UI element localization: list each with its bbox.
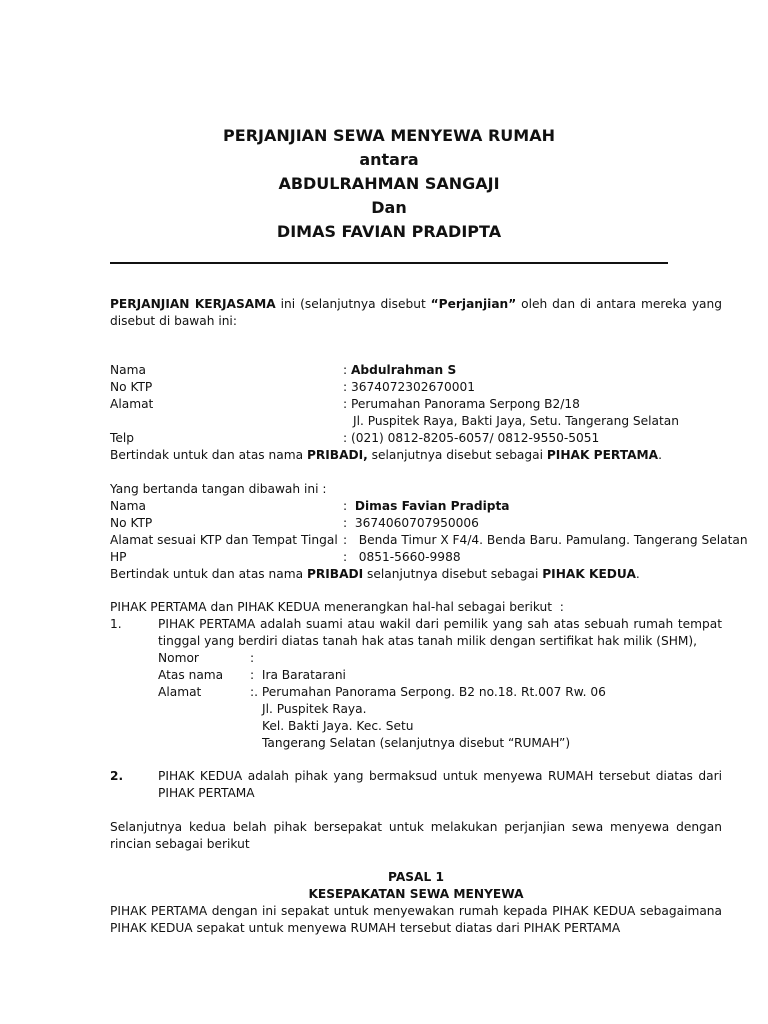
party2-address-value: : Benda Timur X F4/4. Benda Baru. Pamulang. Tangerang Selatan	[343, 533, 748, 547]
party2-acting-text-1: Bertindak untuk dan atas nama	[110, 567, 307, 581]
intro-bold-lead: PERJANJIAN KERJASAMA	[110, 297, 276, 311]
intro-quoted: “Perjanjian”	[430, 297, 517, 311]
party2-ktp-label: No KTP	[110, 516, 153, 530]
party1-acting-bold-2: PIHAK PERTAMA	[546, 448, 659, 462]
alamat-label: Alamat	[158, 685, 202, 699]
pasal-1-text: PIHAK PERTAMA dengan ini sepakat untuk menyewakan rumah kepada PIHAK KEDUA sebagaimana PIHAK KEDUA sepakat untuk menyewa RUMAH tersebut diatas dari PIHAK PERTAMA	[110, 904, 722, 935]
nomor-label: Nomor	[158, 651, 199, 665]
intro-text-2: oleh dan di antara mereka yang disebut di bawah ini:	[110, 297, 722, 328]
party2-name-sep: :	[343, 499, 355, 513]
party1-address-label: Alamat	[110, 397, 154, 411]
party1-acting-text-2: selanjutnya disebut sebagai	[367, 448, 547, 462]
intro-text-1: ini (selanjutnya disebut	[275, 297, 431, 311]
party1-name-label: Nama	[110, 363, 146, 377]
alamat-value-2: Jl. Puspitek Raya.	[262, 702, 367, 716]
party1-acting-end: .	[658, 448, 662, 462]
party2-ktp-value: : 3674060707950006	[343, 516, 479, 530]
atas-nama-label: Atas nama	[158, 668, 224, 682]
intro-paragraph	[110, 296, 722, 330]
item-1-number: 1.	[110, 617, 122, 631]
party2-acting-bold-1: PRIBADI	[306, 567, 364, 581]
party1-phone-label: Telp	[110, 431, 134, 445]
party2-name-value: Dimas Favian Pradipta	[354, 499, 510, 513]
title-line-5: DIMAS FAVIAN PRADIPTA	[276, 222, 502, 241]
title-line-1: PERJANJIAN SEWA MENYEWA RUMAH	[223, 126, 555, 145]
party1-address-value-2: Jl. Puspitek Raya, Bakti Jaya, Setu. Tangerang Selatan	[353, 414, 679, 428]
party1-name	[343, 362, 456, 379]
item-2-number: 2.	[110, 769, 124, 783]
pasal-1-title: KESEPAKATAN SEWA MENYEWA	[308, 887, 524, 901]
alamat-value-1: :. Perumahan Panorama Serpong. B2 no.18. Rt.007 Rw. 06	[250, 685, 606, 699]
party1-name-sep: :	[343, 363, 351, 377]
party2-address-label: Alamat sesuai KTP dan Tempat Tingal	[110, 533, 338, 547]
title-line-2: antara	[359, 150, 419, 169]
statements-intro: PIHAK PERTAMA dan PIHAK KEDUA menerangkan hal-hal sebagai berikut :	[110, 600, 564, 614]
title-line-3: ABDULRAHMAN SANGAJI	[278, 174, 500, 193]
pasal-1-number: PASAL 1	[388, 870, 444, 884]
party2-acting-text-2: selanjutnya disebut sebagai	[363, 567, 543, 581]
title-line-4: Dan	[371, 198, 407, 217]
item-2-text: PIHAK KEDUA adalah pihak yang bermaksud untuk menyewa RUMAH tersebut diatas dari PIHAK PERTAMA	[158, 769, 722, 800]
party2-acting-bold-2: PIHAK KEDUA	[542, 567, 636, 581]
party2-name	[343, 498, 510, 515]
party1-ktp-value: : 3674072302670001	[343, 380, 476, 394]
party2-intro: Yang bertanda tangan dibawah ini :	[110, 482, 327, 496]
agreement-paragraph: Selanjutnya kedua belah pihak bersepakat untuk melakukan perjanjian sewa menyewa dengan rincian sebagai berikut	[110, 820, 722, 851]
party2-hp-label: HP	[110, 550, 127, 564]
nomor-value: :	[250, 651, 255, 665]
party1-address-value-1: : Perumahan Panorama Serpong B2/18	[343, 397, 580, 411]
party2-name-label: Nama	[110, 499, 146, 513]
alamat-value-3: Kel. Bakti Jaya. Kec. Setu	[262, 719, 414, 733]
party1-acting-text-1: Bertindak untuk dan atas nama	[110, 448, 307, 462]
item-1-text: PIHAK PERTAMA adalah suami atau wakil dari pemilik yang sah atas sebuah rumah tempat tinggal yang berdiri diatas tanah hak atas tanah milik dengan sertifikat hak milik (SHM),	[158, 617, 722, 648]
party1-acting	[110, 447, 662, 464]
alamat-value-4: Tangerang Selatan (selanjutnya disebut “RUMAH”)	[262, 736, 571, 750]
party2-acting	[110, 566, 640, 583]
party1-ktp-label: No KTP	[110, 380, 153, 394]
party1-phone-value: : (021) 0812-8205-6057/ 0812-9550-5051	[343, 431, 600, 445]
party2-acting-end: .	[635, 567, 640, 581]
party2-hp-value: : 0851-5660-9988	[343, 550, 461, 564]
party1-name-value: Abdulrahman S	[350, 363, 457, 377]
party1-acting-bold-1: PRIBADI,	[306, 448, 368, 462]
atas-nama-value: : Ira Baratarani	[250, 668, 346, 682]
title-divider	[110, 262, 668, 264]
